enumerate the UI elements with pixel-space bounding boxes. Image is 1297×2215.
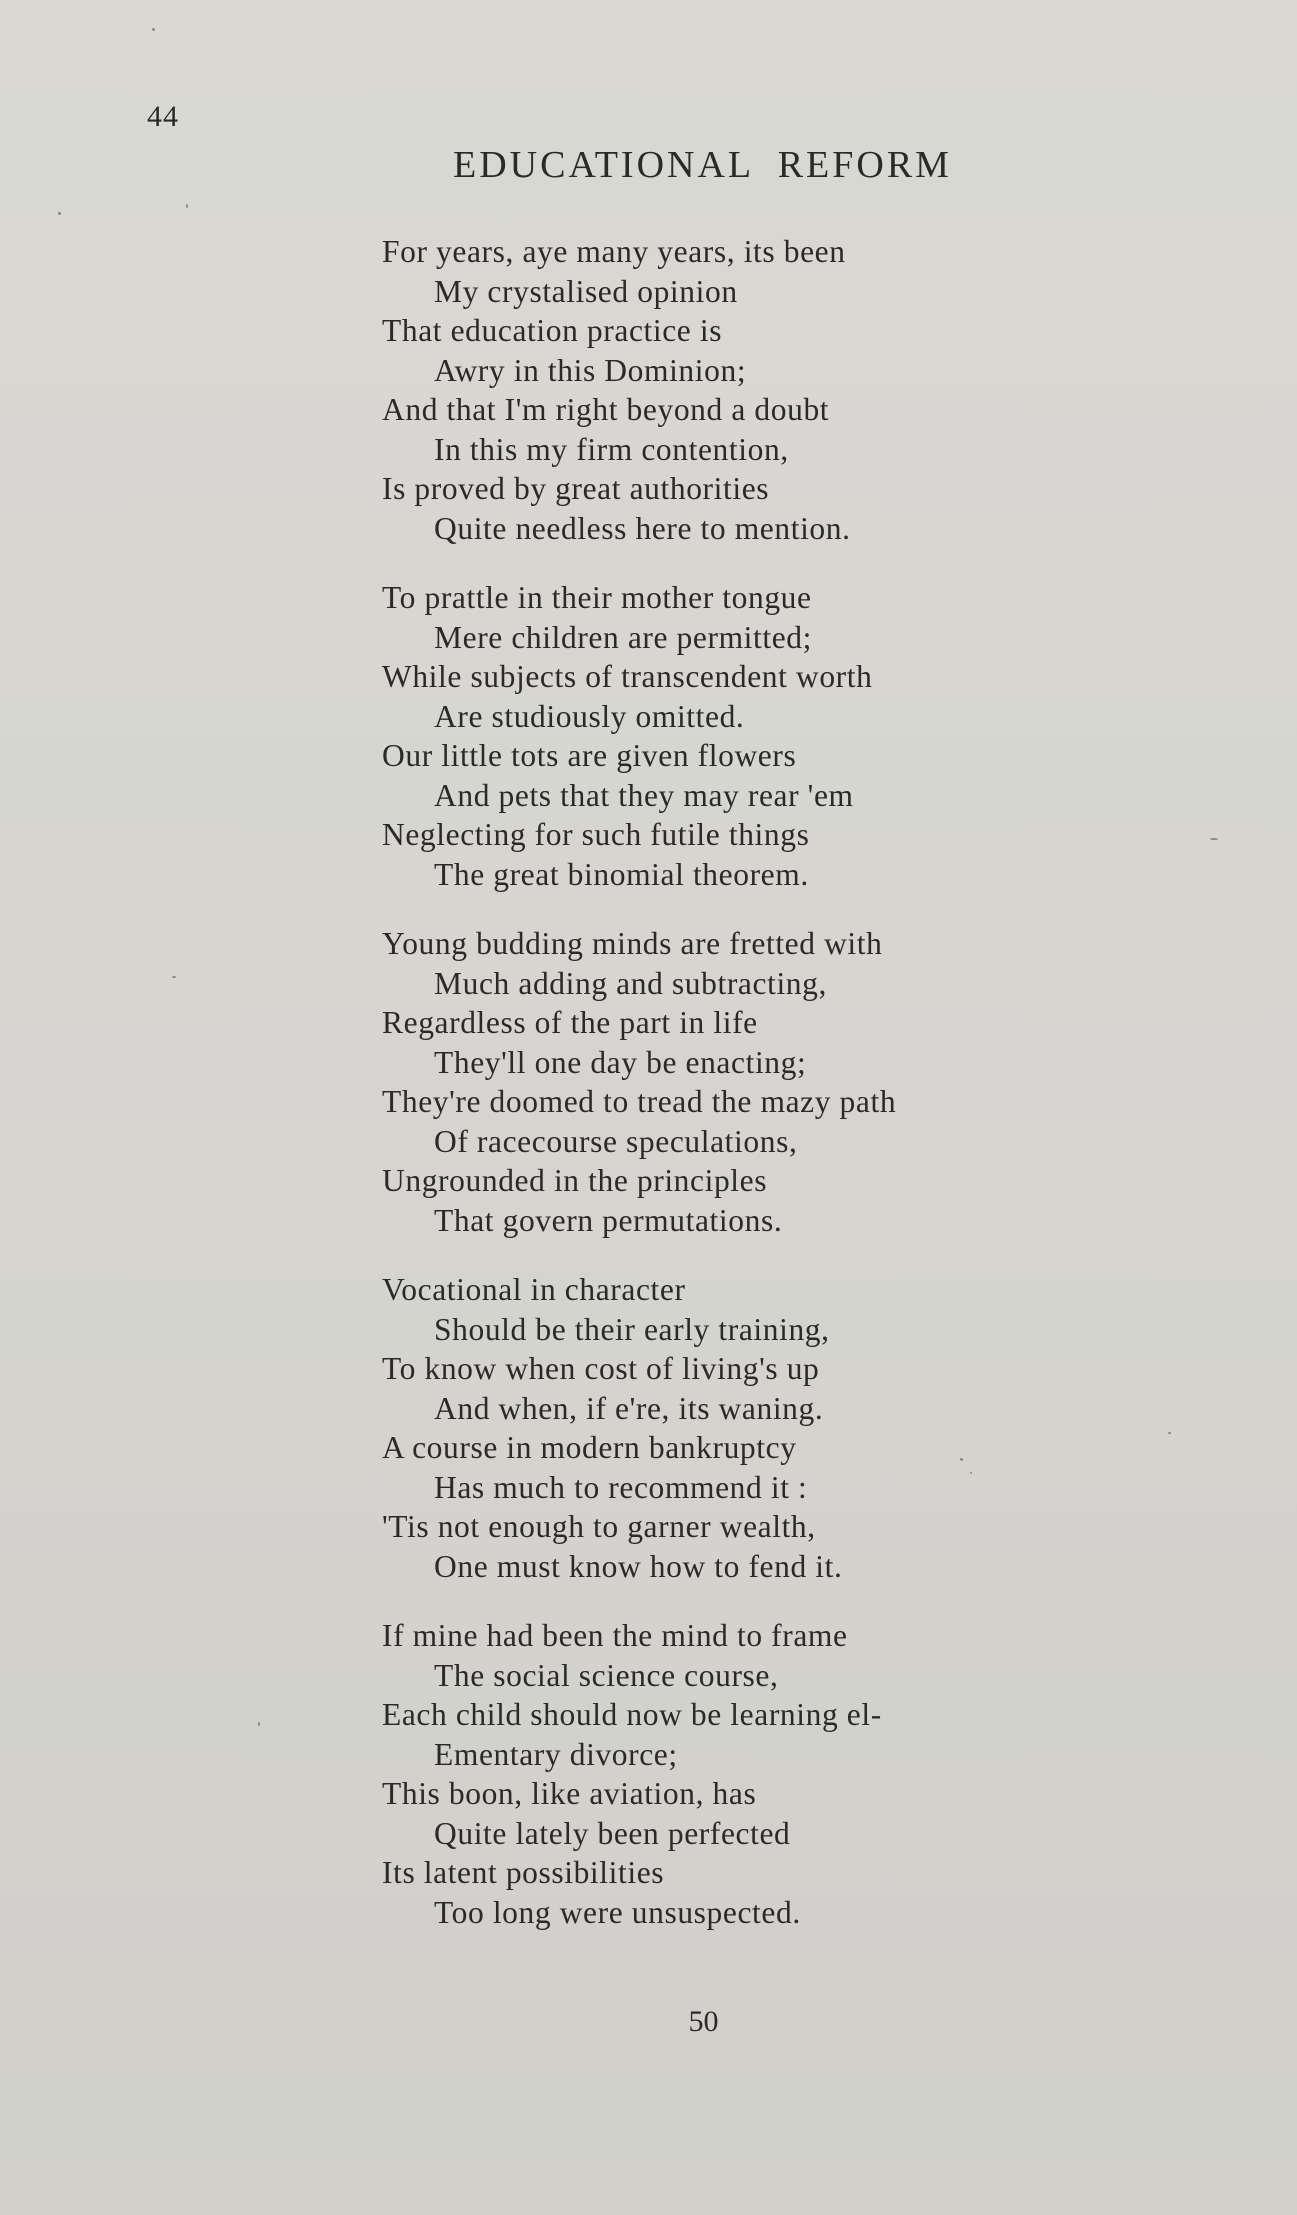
stanza-1 [382, 232, 1082, 548]
poem-line: Our little tots are given flowers [382, 738, 797, 773]
stanza-2 [382, 578, 1082, 894]
paper-speck [1168, 1432, 1171, 1434]
poem-line: That education practice is [382, 313, 723, 348]
poem-line: Too long were unsuspected. [434, 1894, 801, 1930]
paper-speck [152, 28, 155, 31]
folio-number: 44 [147, 100, 179, 133]
poem-line: And pets that they may rear 'em [434, 777, 854, 813]
poem-line: A course in modern bankruptcy [382, 1430, 797, 1465]
poem-line: Of racecourse speculations, [434, 1123, 798, 1159]
paper-speck [1210, 838, 1218, 840]
poem-line: For years, aye many years, its been [382, 234, 846, 269]
poem-line: To know when cost of living's up [382, 1351, 820, 1386]
poem-line: And that I'm right beyond a doubt [382, 392, 830, 427]
poem-line: If mine had been the mind to frame [382, 1618, 848, 1653]
poem-line: My crystalised opinion [434, 273, 738, 309]
poem-line: Ementary divorce; [434, 1736, 678, 1772]
poem-line: That govern permutations. [434, 1202, 783, 1238]
poem-line: And when, if e're, its waning. [434, 1390, 824, 1426]
page-number: 50 [688, 2005, 719, 2038]
poem-line: One must know how to fend it. [434, 1548, 843, 1584]
poem-line: Quite lately been perfected [434, 1815, 791, 1851]
poem-line: Has much to recommend it : [434, 1469, 808, 1505]
paper-speck [58, 212, 61, 215]
poem-line: Neglecting for such futile things [382, 817, 810, 852]
poem-line: They're doomed to tread the mazy path [382, 1084, 897, 1119]
stanza-3 [382, 924, 1082, 1240]
paper-speck [258, 1722, 260, 1726]
poem-line: Is proved by great authorities [382, 471, 770, 506]
poem-line: To prattle in their mother tongue [382, 580, 812, 615]
poem-body [382, 232, 1082, 1962]
poem-line: Are studiously omitted. [434, 698, 745, 734]
poem-line: While subjects of transcendent worth [382, 659, 873, 694]
poem-line: Should be their early training, [434, 1311, 830, 1347]
poem-line: Much adding and subtracting, [434, 965, 827, 1001]
poem-line: The great binomial theorem. [434, 856, 809, 892]
poem-line: Awry in this Dominion; [434, 352, 747, 388]
poem-line: Young budding minds are fretted with [382, 926, 883, 961]
stanza-5 [382, 1616, 1082, 1932]
poem-line: This boon, like aviation, has [382, 1776, 757, 1811]
poem-line: Its latent possibilities [382, 1855, 665, 1890]
poem-line: Ungrounded in the principles [382, 1163, 768, 1198]
poem-line: Mere children are permitted; [434, 619, 813, 655]
poem-line: Vocational in character [382, 1272, 686, 1307]
poem-title: EDUCATIONAL REFORM [453, 144, 952, 186]
paper-speck [172, 976, 176, 978]
poem-line: In this my firm contention, [434, 431, 789, 467]
stanza-4 [382, 1270, 1082, 1586]
paper-speck [186, 204, 188, 208]
poem-line: Each child should now be learning el- [382, 1697, 882, 1732]
poem-line: The social science course, [434, 1657, 779, 1693]
poem-line: They'll one day be enacting; [434, 1044, 807, 1080]
poem-line: 'Tis not enough to garner wealth, [382, 1509, 816, 1544]
poem-line: Regardless of the part in life [382, 1005, 758, 1040]
paper-speck [960, 1458, 963, 1461]
paper-speck [970, 1472, 972, 1474]
poem-line: Quite needless here to mention. [434, 510, 851, 546]
